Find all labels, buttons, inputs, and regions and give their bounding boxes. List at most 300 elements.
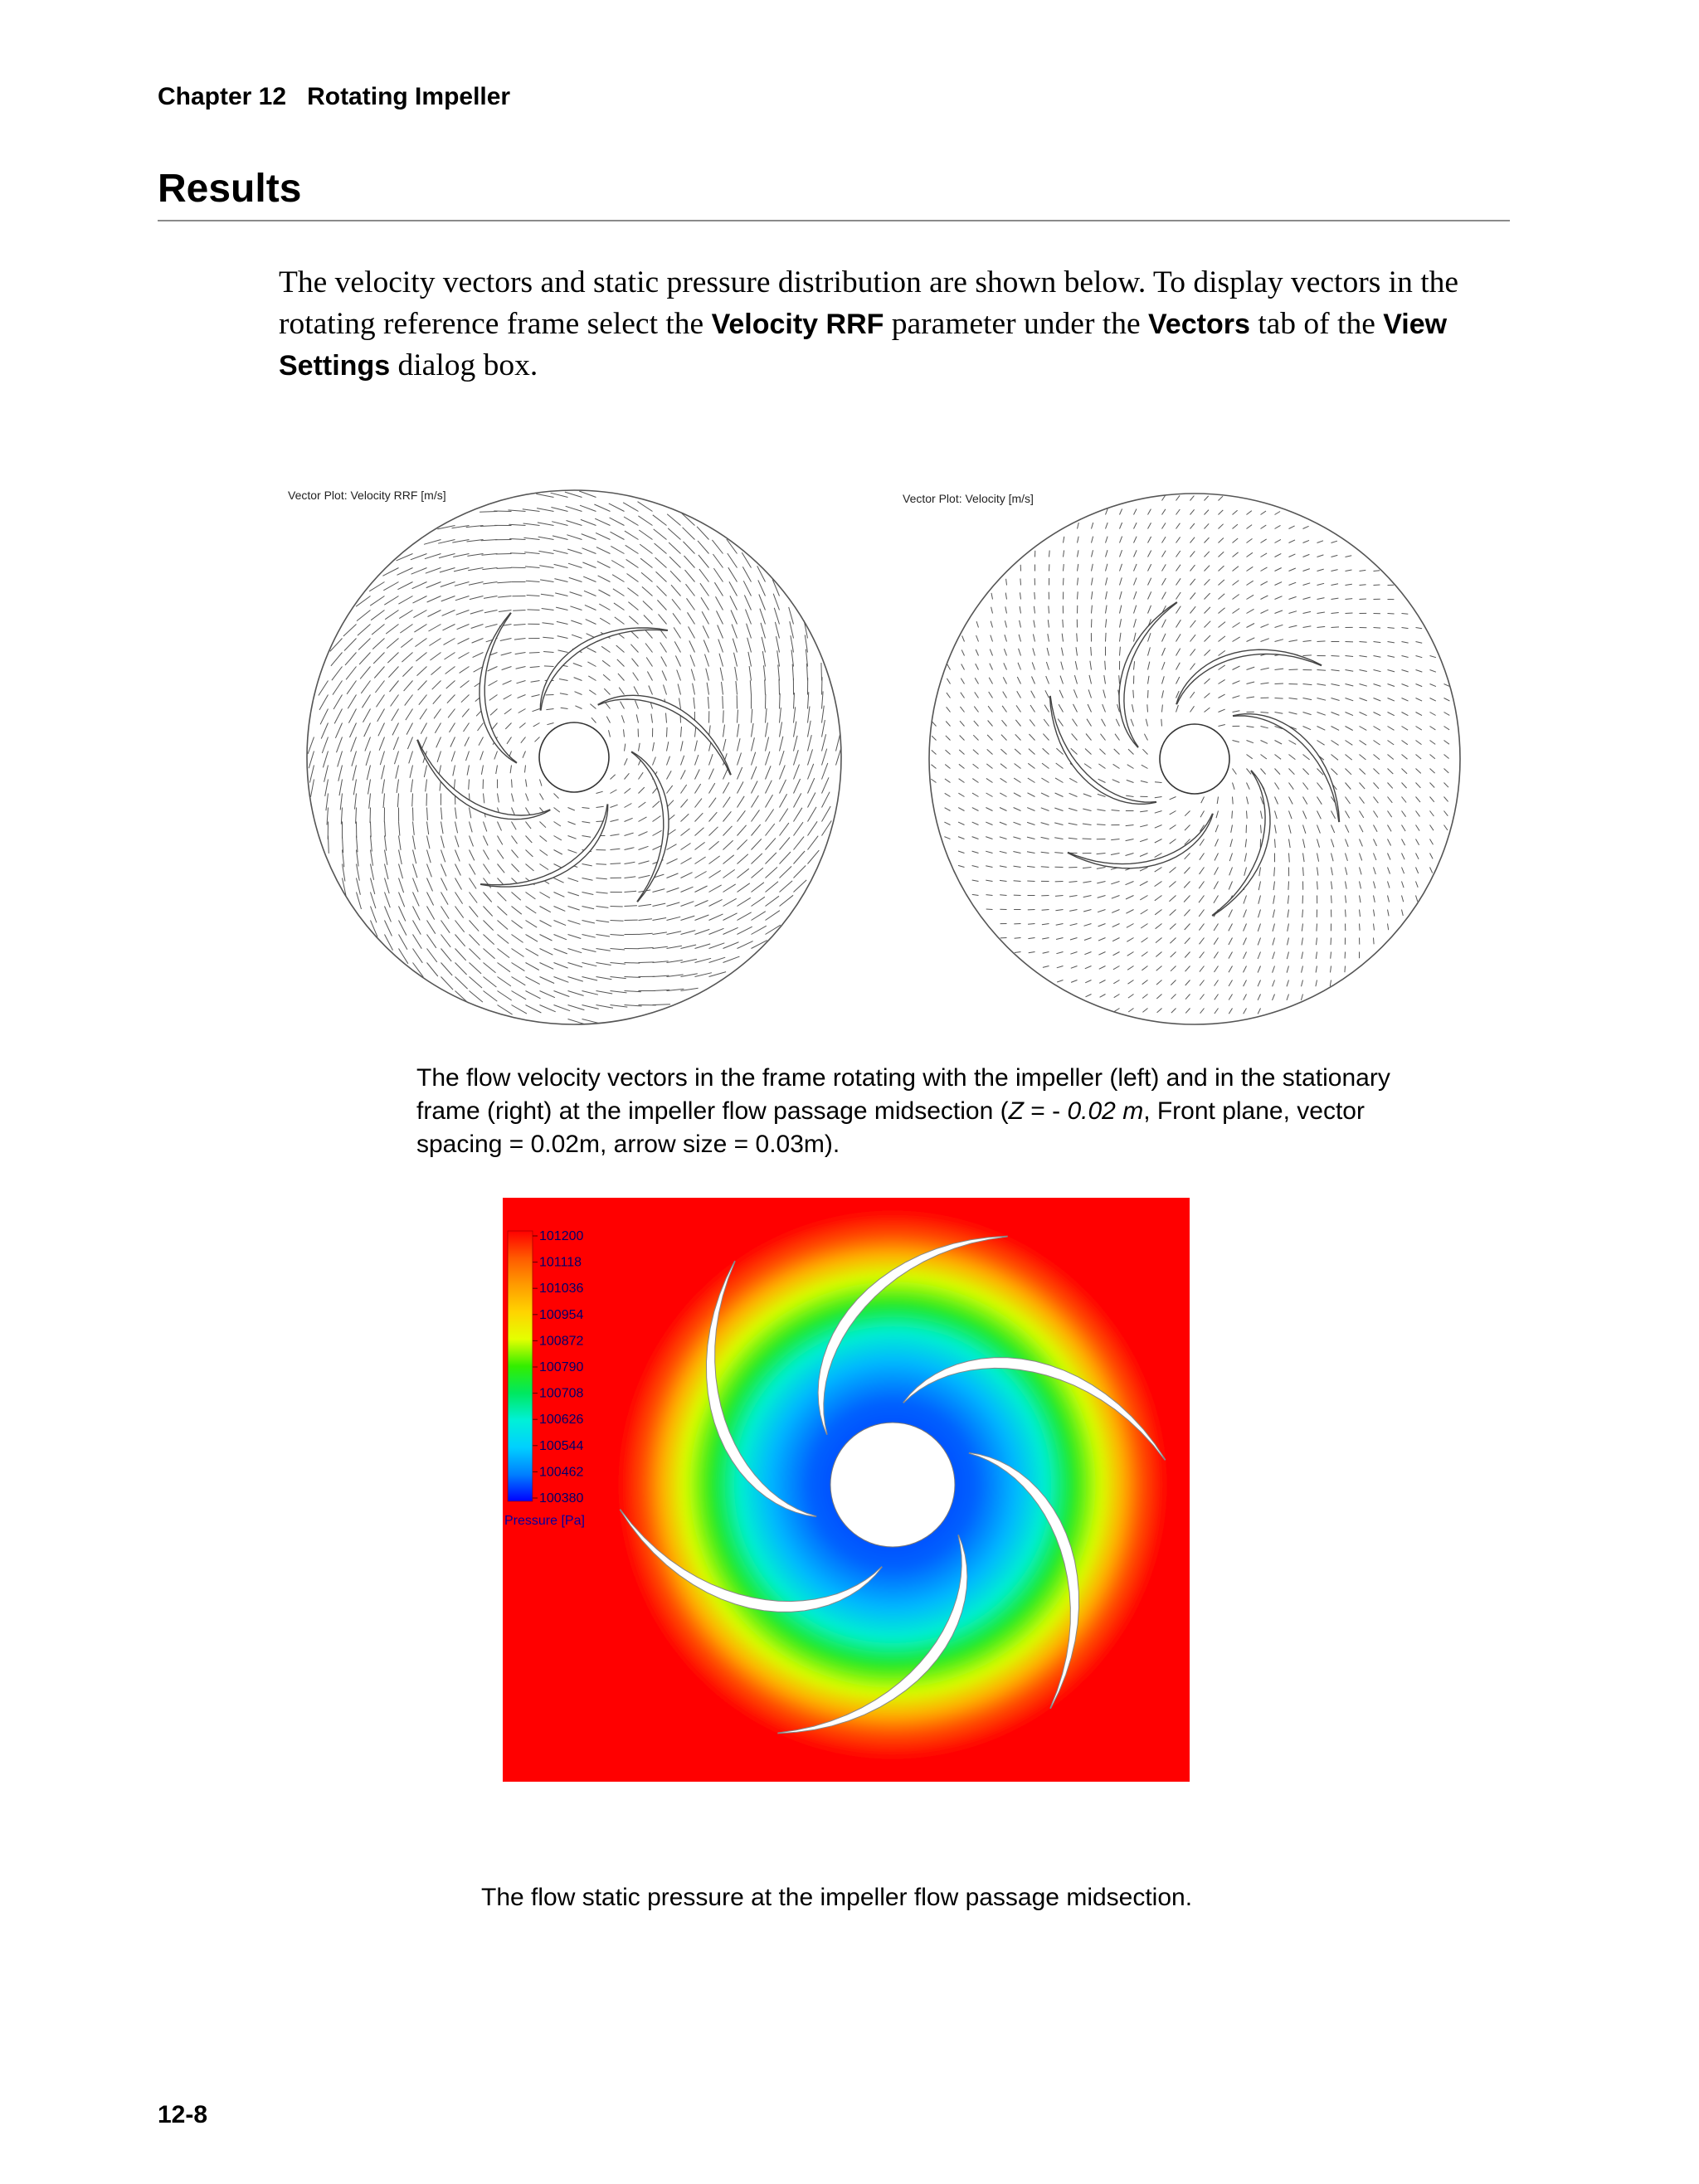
velocity-vector (639, 802, 646, 808)
velocity-vector (557, 636, 568, 639)
velocity-vector (611, 921, 624, 922)
velocity-vector (742, 552, 751, 567)
velocity-vector (1219, 594, 1225, 600)
velocity-vector (975, 678, 978, 683)
velocity-vector (533, 709, 540, 712)
impeller-blade (598, 695, 731, 775)
velocity-vector (596, 806, 604, 807)
velocity-vector (582, 534, 596, 540)
velocity-vector (471, 625, 484, 629)
velocity-vector (766, 708, 767, 723)
velocity-vector (686, 584, 695, 596)
velocity-vector (1103, 690, 1106, 698)
velocity-vector (681, 887, 694, 892)
velocity-vector (526, 864, 534, 871)
velocity-vector (1219, 622, 1226, 628)
velocity-vector (733, 639, 737, 653)
velocity-vector (1247, 581, 1254, 585)
velocity-vector (1247, 811, 1248, 819)
velocity-vector (1360, 797, 1365, 804)
velocity-vector (1162, 648, 1166, 656)
velocity-vector (946, 722, 950, 727)
velocity-vector (1289, 825, 1292, 834)
velocity-vector (1097, 868, 1106, 869)
velocity-vector (738, 781, 744, 793)
velocity-vector (1162, 578, 1166, 586)
velocity-vector (582, 836, 591, 838)
velocity-vector (639, 861, 650, 864)
velocity-vector (1176, 606, 1181, 614)
velocity-vector (441, 949, 452, 961)
velocity-vector (1077, 633, 1078, 641)
velocity-vector (1430, 755, 1435, 759)
velocity-vector (1074, 675, 1077, 683)
caption-text-1: The flow velocity vectors in the frame rotating with the impeller (left) and in the stationary frame (right) at the impeller flow passage midsection ( (416, 1064, 1390, 1125)
velocity-vector (627, 588, 638, 596)
velocity-vector (1054, 823, 1063, 825)
velocity-vector (611, 775, 616, 780)
velocity-vector (427, 949, 437, 962)
velocity-vector (498, 864, 505, 873)
velocity-vector (1028, 778, 1035, 783)
pressure-legend-title: Pressure [Pa] (504, 1514, 585, 1528)
velocity-vector (1317, 797, 1322, 805)
ui-term-vectors: Vectors (1148, 309, 1250, 340)
velocity-vector (1120, 564, 1122, 572)
velocity-vector (422, 737, 427, 749)
velocity-vector (695, 886, 708, 893)
velocity-vector (1000, 837, 1007, 839)
velocity-vector (1233, 510, 1238, 514)
velocity-vector (350, 723, 357, 738)
velocity-vector (611, 790, 617, 794)
velocity-vector (416, 653, 426, 662)
velocity-vector (780, 823, 789, 835)
velocity-vector (695, 799, 703, 808)
velocity-vector (587, 648, 596, 653)
velocity-vector (1106, 564, 1108, 572)
velocity-vector (386, 625, 398, 635)
velocity-vector (1185, 938, 1190, 944)
velocity-vector (709, 899, 723, 906)
velocity-vector (1416, 839, 1419, 845)
velocity-vector (614, 603, 625, 610)
velocity-vector (681, 931, 696, 935)
velocity-vector (484, 596, 498, 599)
velocity-vector (399, 893, 405, 907)
velocity-vector (560, 693, 568, 695)
intro-text-1: The velocity vectors and static pressure distribution are shown below. To display vectors in the rotating reference frame select the (279, 265, 1459, 341)
velocity-vector (530, 667, 540, 668)
velocity-vector (1275, 525, 1281, 528)
velocity-vector (1229, 1009, 1232, 1014)
velocity-vector (611, 820, 619, 822)
velocity-vector (558, 650, 568, 653)
velocity-vector (541, 594, 554, 596)
velocity-vector (504, 695, 512, 700)
velocity-vector (1247, 624, 1255, 628)
velocity-vector (1402, 839, 1405, 846)
velocity-vector (1084, 924, 1092, 927)
velocity-vector (455, 949, 466, 961)
velocity-vector (1069, 778, 1077, 782)
velocity-vector (1092, 537, 1093, 543)
velocity-vector (1112, 924, 1120, 927)
velocity-vector (1287, 966, 1288, 973)
velocity-vector (1430, 670, 1436, 673)
velocity-vector (1185, 924, 1190, 931)
velocity-vector (554, 822, 561, 827)
velocity-vector (709, 928, 724, 934)
velocity-vector (1142, 765, 1148, 768)
velocity-vector (1142, 1009, 1147, 1013)
velocity-vector (1140, 882, 1148, 886)
velocity-vector (1071, 748, 1078, 754)
velocity-vector (582, 1019, 600, 1024)
velocity-vector (427, 878, 433, 892)
velocity-vector (1098, 910, 1105, 912)
velocity-vector (399, 822, 400, 836)
velocity-vector (1184, 868, 1190, 874)
velocity-vector (779, 679, 780, 695)
velocity-vector (1233, 623, 1240, 628)
velocity-vector (1303, 526, 1309, 528)
velocity-vector (723, 826, 733, 836)
velocity-vector (1142, 995, 1147, 999)
velocity-vector (554, 808, 560, 813)
velocity-vector (766, 810, 774, 822)
velocity-vector (540, 780, 543, 786)
velocity-vector (1215, 854, 1219, 861)
velocity-vector (778, 664, 780, 680)
velocity-vector (1028, 924, 1034, 925)
velocity-vector (335, 723, 342, 738)
velocity-vector (1078, 523, 1079, 529)
velocity-vector (808, 764, 814, 780)
velocity-vector (945, 765, 950, 769)
velocity-vector (485, 625, 498, 628)
velocity-vector (554, 579, 567, 582)
velocity-vector (1233, 741, 1239, 742)
velocity-vector (1416, 670, 1423, 673)
velocity-vector (1190, 551, 1195, 557)
velocity-vector (1275, 783, 1279, 790)
velocity-vector (1131, 719, 1133, 727)
velocity-vector (1247, 797, 1249, 805)
velocity-vector (611, 532, 625, 539)
velocity-vector (744, 595, 751, 610)
velocity-vector (377, 695, 385, 708)
velocity-vector (441, 921, 450, 933)
velocity-vector (1104, 675, 1106, 683)
velocity-vector (657, 586, 667, 596)
velocity-vector (662, 671, 666, 681)
velocity-vector (482, 554, 498, 556)
velocity-vector (1302, 910, 1303, 918)
velocity-vector (437, 752, 441, 762)
velocity-vector (518, 709, 526, 713)
velocity-vector (470, 822, 473, 833)
velocity-vector (1273, 910, 1274, 918)
velocity-vector (612, 575, 624, 582)
velocity-vector (1184, 896, 1190, 902)
velocity-vector (808, 778, 815, 793)
velocity-vector (1155, 811, 1162, 814)
velocity-vector (1085, 966, 1092, 969)
velocity-vector (723, 898, 737, 906)
velocity-vector (1205, 708, 1210, 712)
velocity-vector (498, 1005, 513, 1015)
velocity-vector (1083, 896, 1092, 897)
velocity-vector (337, 737, 343, 753)
velocity-vector (535, 737, 540, 742)
velocity-vector (319, 695, 329, 710)
velocity-vector (434, 709, 441, 719)
velocity-vector (1229, 882, 1232, 890)
velocity-vector (1120, 537, 1122, 543)
velocity-vector (709, 856, 720, 864)
velocity-vector (512, 977, 526, 985)
ui-term-velocity-rrf: Velocity RRF (711, 309, 884, 340)
velocity-vector (404, 681, 413, 692)
velocity-vector (1258, 924, 1260, 931)
velocity-vector (587, 662, 596, 667)
velocity-vector (441, 878, 448, 891)
velocity-vector (1176, 592, 1181, 600)
velocity-vector (554, 963, 568, 969)
velocity-vector (625, 531, 639, 539)
velocity-vector (758, 580, 766, 596)
velocity-vector (777, 650, 780, 666)
velocity-vector (1219, 538, 1224, 543)
velocity-vector (1374, 755, 1380, 760)
velocity-vector (308, 737, 314, 754)
velocity-vector (1219, 566, 1224, 571)
velocity-vector (466, 752, 470, 761)
velocity-vector (1258, 995, 1260, 1000)
velocity-vector (1402, 811, 1406, 817)
velocity-vector (766, 795, 773, 807)
velocity-vector (738, 897, 751, 906)
velocity-vector (1346, 797, 1351, 805)
velocity-vector (989, 678, 992, 684)
velocity-vector (1014, 881, 1021, 882)
velocity-vector (972, 779, 978, 783)
velocity-vector (1416, 628, 1423, 629)
velocity-vector (1303, 569, 1310, 572)
velocity-vector (695, 741, 698, 752)
velocity-vector (525, 766, 526, 773)
velocity-vector (526, 991, 541, 999)
velocity-vector (774, 608, 779, 625)
velocity-vector (681, 858, 692, 863)
velocity-vector (822, 720, 825, 737)
velocity-vector (625, 744, 626, 752)
velocity-vector (683, 528, 695, 540)
velocity-vector (1184, 910, 1190, 917)
velocity-vector (625, 773, 630, 779)
velocity-vector (426, 780, 427, 792)
velocity-vector (1261, 581, 1268, 586)
velocity-vector (667, 844, 677, 850)
velocity-vector (698, 541, 709, 554)
velocity-vector (1444, 783, 1449, 788)
velocity-vector (1184, 882, 1190, 888)
velocity-vector (1275, 811, 1278, 820)
velocity-vector (526, 794, 529, 801)
velocity-vector (431, 653, 441, 661)
velocity-vector (991, 607, 993, 614)
velocity-vector (470, 836, 474, 847)
velocity-vector (348, 695, 356, 709)
velocity-vector (1114, 749, 1120, 755)
velocity-vector (1214, 924, 1218, 931)
velocity-vector (681, 873, 693, 878)
velocity-vector (1289, 640, 1297, 642)
velocity-vector (1126, 854, 1134, 856)
velocity-vector (402, 653, 412, 663)
velocity-vector (1261, 825, 1262, 834)
velocity-vector (1229, 995, 1232, 1000)
velocity-vector (554, 907, 566, 912)
velocity-vector (1303, 540, 1310, 542)
velocity-vector (1200, 980, 1204, 986)
velocity-vector (1056, 748, 1063, 754)
velocity-vector (540, 921, 552, 927)
velocity-vector (961, 679, 964, 684)
velocity-vector (338, 766, 343, 781)
velocity-vector (375, 681, 384, 693)
velocity-vector (723, 884, 736, 893)
velocity-vector (1402, 882, 1404, 888)
caption-z-symbol: Z (1008, 1097, 1024, 1125)
velocity-vector (1317, 882, 1318, 890)
velocity-vector (321, 723, 328, 739)
velocity-vector (655, 543, 667, 554)
velocity-vector (1032, 662, 1034, 669)
velocity-vector (609, 730, 611, 737)
velocity-vector (457, 625, 470, 630)
velocity-vector (1302, 952, 1303, 960)
velocity-vector (540, 935, 553, 941)
velocity-vector (1275, 610, 1283, 614)
velocity-vector (1176, 705, 1179, 712)
velocity-vector (504, 709, 512, 714)
velocity-vector (1374, 670, 1381, 672)
velocity-vector (596, 935, 611, 937)
velocity-vector (659, 614, 667, 624)
velocity-vector (582, 1005, 599, 1009)
velocity-vector (1170, 811, 1176, 815)
velocity-vector (371, 893, 376, 909)
velocity-vector (1303, 626, 1312, 628)
velocity-vector (932, 722, 936, 727)
velocity-vector (1402, 727, 1409, 731)
velocity-vector (610, 518, 625, 525)
velocity-vector (1233, 783, 1235, 790)
velocity-vector (1070, 952, 1077, 955)
velocity-vector (1075, 661, 1077, 669)
legend-value: 100462 (539, 1465, 584, 1480)
velocity-vector (1030, 734, 1035, 741)
velocity-vector (413, 949, 423, 963)
velocity-vector (1374, 684, 1381, 687)
velocity-vector (1444, 769, 1449, 773)
velocity-vector (639, 933, 653, 934)
velocity-vector (480, 752, 484, 761)
velocity-vector (1360, 755, 1366, 760)
velocity-vector (1317, 811, 1322, 820)
velocity-vector (699, 569, 709, 581)
velocity-vector (932, 750, 937, 754)
velocity-vector (540, 991, 555, 998)
velocity-vector (1200, 952, 1205, 958)
velocity-vector (642, 586, 653, 596)
velocity-vector (709, 957, 726, 962)
velocity-vector (656, 572, 667, 581)
velocity-vector (709, 943, 725, 949)
velocity-vector (365, 737, 371, 752)
velocity-vector (459, 653, 470, 659)
velocity-vector (433, 695, 441, 704)
velocity-vector (645, 630, 653, 639)
velocity-vector (723, 927, 738, 934)
velocity-vector (728, 553, 738, 567)
velocity-vector (681, 945, 697, 949)
velocity-vector (1346, 613, 1353, 614)
velocity-vector (529, 653, 540, 654)
velocity-vector (402, 667, 412, 677)
velocity-vector (1002, 720, 1007, 726)
velocity-vector (455, 907, 464, 918)
velocity-vector (973, 750, 979, 755)
velocity-vector (1247, 609, 1254, 613)
velocity-vector (747, 624, 752, 639)
velocity-vector (332, 667, 343, 681)
velocity-vector (501, 653, 512, 656)
velocity-vector (584, 591, 596, 596)
velocity-vector (1244, 980, 1247, 987)
velocity-vector (972, 894, 979, 895)
velocity-vector (794, 866, 806, 878)
velocity-vector (400, 625, 412, 634)
velocity-vector (498, 977, 511, 986)
velocity-vector (458, 639, 470, 644)
velocity-vector (1331, 570, 1338, 572)
velocity-vector (1346, 570, 1352, 572)
velocity-vector (1244, 1009, 1247, 1014)
velocity-vector (1275, 769, 1281, 775)
velocity-vector (526, 836, 533, 844)
velocity-vector (526, 921, 538, 928)
caption-z-value: 0.02 m (1067, 1097, 1144, 1125)
velocity-vector (958, 837, 965, 839)
velocity-vector (653, 932, 667, 935)
velocity-vector (1134, 537, 1137, 543)
velocity-vector (1374, 585, 1380, 586)
velocity-vector (427, 822, 429, 835)
velocity-vector (1219, 510, 1224, 515)
velocity-vector (395, 752, 399, 765)
velocity-vector (413, 808, 414, 821)
velocity-vector (1041, 823, 1049, 825)
velocity-vector (441, 582, 455, 587)
velocity-vector (1134, 606, 1137, 614)
velocity-vector (748, 652, 752, 667)
velocity-vector (1331, 684, 1340, 686)
velocity-vector (1098, 952, 1105, 956)
velocity-vector (1317, 698, 1327, 701)
